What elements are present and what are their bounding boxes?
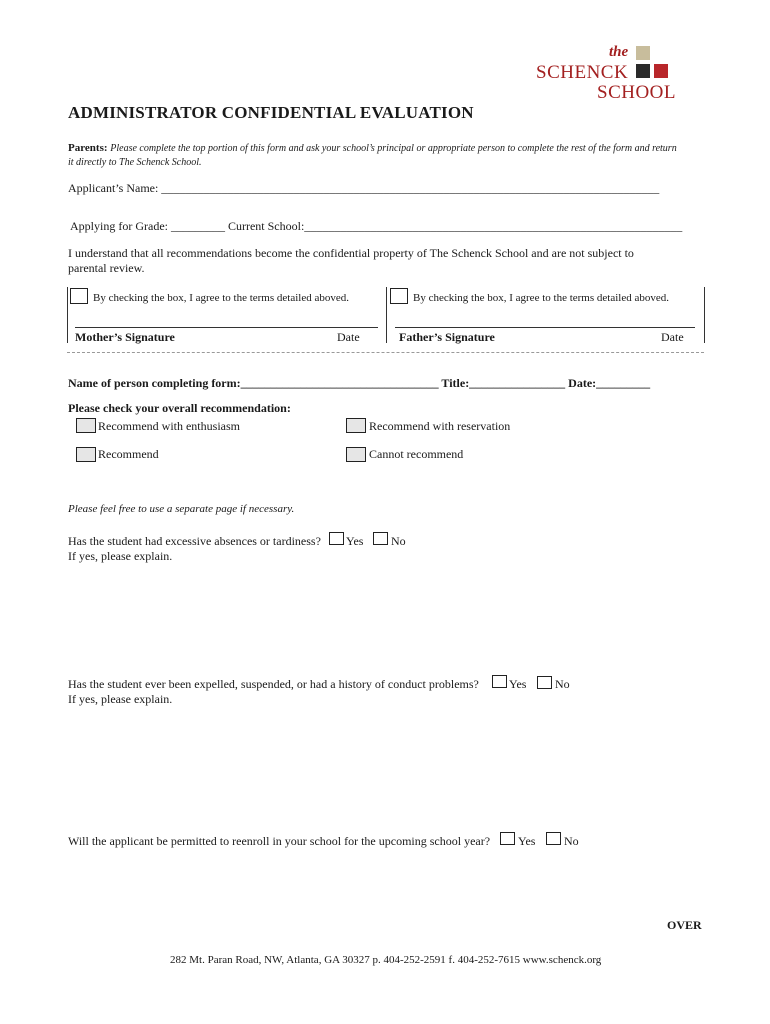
enthusiasm-checkbox[interactable] [76,418,96,433]
reenroll-yes-label: Yes [518,834,536,848]
parents-label: Parents: [68,142,108,154]
confidential-statement-line2: parental review. [68,261,145,275]
cannot-recommend-label: Cannot recommend [369,447,464,461]
absences-yes-label: Yes [346,534,364,548]
logo-the-text: the [609,44,629,60]
conduct-yes-checkbox[interactable] [492,675,507,688]
question-conduct: Has the student ever been expelled, suspended, or had a history of conduct problems? [68,677,479,691]
confidential-statement-line1: I understand that all recommendations become the confidential property of The Schenck School and are not subject to [68,246,634,260]
cannot-recommend-checkbox[interactable] [346,447,366,462]
father-signature-label: Father’s Signature [399,330,495,344]
logo-square-red [654,64,668,78]
father-agree-text: By checking the box, I agree to the terms detailed aboved. [413,292,669,304]
logo-square-tan [636,46,650,60]
father-box-right-border [704,287,705,343]
mother-agree-checkbox[interactable] [70,288,88,304]
parents-instructions [68,142,677,154]
reservation-label: Recommend with reservation [369,419,511,433]
conduct-no-checkbox[interactable] [537,676,552,689]
applicant-name-field[interactable]: Applicant’s Name: ___________________________________________________________________________________ [68,181,660,195]
separate-page-note: Please feel free to use a separate page if necessary. [68,503,295,515]
mother-signature-line[interactable] [75,327,378,328]
footer-address: 282 Mt. Paran Road, NW, Atlanta, GA 30327 p. 404-252-2591 f. 404-252-7615 www.schenck.org [170,954,602,966]
logo-school-text: SCHOOL [597,82,677,103]
reenroll-yes-checkbox[interactable] [500,832,515,845]
absences-no-label: No [391,534,406,548]
box-divider [386,287,387,343]
absences-no-checkbox[interactable] [373,532,388,545]
reenroll-no-label: No [564,834,579,848]
over-label: OVER [667,918,702,932]
absences-explain-label: If yes, please explain. [68,549,173,563]
absences-yes-checkbox[interactable] [329,532,344,545]
mother-box-left-border [67,287,68,343]
recommend-checkbox[interactable] [76,447,96,462]
mother-agree-text: By checking the box, I agree to the terms detailed aboved. [93,292,349,304]
question-reenroll: Will the applicant be permitted to reenroll in your school for the upcoming school year? [68,834,491,848]
mother-signature-label: Mother’s Signature [75,330,175,344]
mother-date-label: Date [337,330,360,344]
form-title: ADMINISTRATOR CONFIDENTIAL EVALUATION [68,103,474,122]
conduct-yes-label: Yes [509,677,527,691]
overall-recommendation-label: Please check your overall recommendation: [68,401,291,415]
logo-square-dark [636,64,650,78]
father-agree-checkbox[interactable] [390,288,408,304]
parents-text-line1: Please complete the top portion of this form and ask your school’s principal or appropriate person to complete the rest of the form and return [110,143,677,154]
conduct-no-label: No [555,677,570,691]
parents-text-line2: it directly to The Schenck School. [68,157,202,168]
logo-schenck-text: SCHENCK [536,62,629,83]
father-date-label: Date [661,330,684,344]
question-absences: Has the student had excessive absences or tardiness? [68,534,321,548]
grade-school-field[interactable]: Applying for Grade: _________ Current School:_______________________________________________________________ [70,219,683,233]
reenroll-no-checkbox[interactable] [546,832,561,845]
reservation-checkbox[interactable] [346,418,366,433]
enthusiasm-label: Recommend with enthusiasm [98,419,240,433]
father-signature-line[interactable] [395,327,695,328]
conduct-explain-label: If yes, please explain. [68,692,173,706]
section-divider [67,352,704,353]
recommend-label: Recommend [98,447,159,461]
completer-field[interactable]: Name of person completing form:_________________________________ Title:________________ Date:_________ [68,376,651,390]
